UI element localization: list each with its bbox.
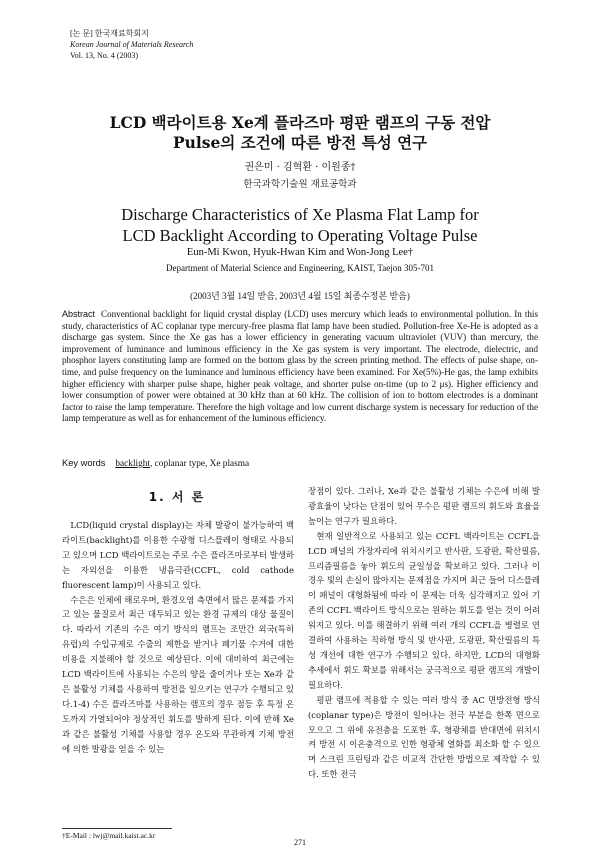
paragraph: 평판 램프에 적용할 수 있는 여러 방식 중 AC 면방전형 방식(coplanar type)은 방전이 일어나는 전극 부분을 한쪽 면으로 모으고 그 위에 유전층을 도포한 후, 형광체를 반대면에 위치시켜 방전 시 이온충격으로 인한 형광체 열화를 최소화 할 수 있으며 스크린 프린팅과 같은 비교적 간단한 방법으로 제작할 수 있다. 또한 전극 [308,694,540,780]
keyword-backlight: backlight [115,459,151,469]
korean-title-line-1: LCD 백라이트용 Xe계 플라즈마 평판 램프의 구동 전압 [109,113,491,132]
korean-affiliation: 한국과학기술원 재료공학과 [243,179,357,190]
korean-title-line-2: Pulse의 조건에 따른 방전 특성 연구 [172,133,428,152]
english-title-line-2: LCD Backlight According to Operating Voltage Pulse [122,226,478,245]
abstract [62,309,538,425]
korean-authors: 권은미 · 김혁환 · 이원종† [244,162,356,173]
abstract-label: Abstract [62,309,96,319]
journal-header [70,28,193,61]
page-number: 271 [294,838,306,847]
keywords-rest: , coplanar type, Xe plasma [150,459,250,469]
left-column [62,518,294,757]
abstract-text: Conventional backlight for liquid crystal display (LCD) uses mercury which leads to environmental pollution. In this study, characteristics of AC coplanar type mercury-free plasma flat lamp have been studied. Pollution-free Xe-He is adopted as a discharge gas system. Since the Xe gas has a lower efficiency in generating vacuum ultraviolet (VUV) than mercury, the improvement of luminance and luminous efficiency in the Xe gas system is very important. The electrode, dielectric, and phosphor layers constituting lamp are formed on the bottom glass by the screen printing method. The effects of pulse shape, on-time, and pulse frequency on the luminance and luminous efficiency have been examined. For Xe(5%)-He gas, the lamp exhibits higher efficiency with sharper pulse shape, higher peak voltage, and shorter pulse on-time (up to 2 μs). Higher efficiency and lower consumption of power were obtained at 30 kHz than at 60 kHz. The collision of ion to bottom electrodes is a dominant factor to raise the lamp temperature. Therefore the high voltage and low current discharge system is necessary for reduction of the lamp temperature as well as for enhancement of the luminous efficiency. [62,309,538,424]
journal-name-en: Korean Journal of Materials Research [70,40,194,49]
korean-title [60,113,540,153]
footnote-rule [62,828,172,829]
footnote-email: †E-Mail : lwj@mail.kaist.ac.kr [62,831,156,840]
right-column [308,484,540,782]
journal-volume: Vol. 13, No. 4 (2003) [70,51,139,60]
paragraph: 수은은 인체에 해로우며, 환경오염 측면에서 많은 문제를 가지고 있는 물질로서 최근 대두되고 있는 환경 규제의 대상 물질이다. 따라서 기존의 수은 여기 방식의 램프는 조만간 외국(특히 유럽)의 수입규제로 수출의 제한을 받거나 폐기물 수거에 대한 비용을 지불해야 할 것으로 예상된다. 이에 대비하여 최근에는 LCD 백라이트에 사용되는 수은의 양을 줄이거나 또는 Xe과 같은 불활성 기체를 사용하여 방전을 일으키는 연구가 수행되고 있다.1-4) 수은 플라즈마를 사용하는 램프의 경우 점등 후 특정 온도까지 가열되어야 정상적인 휘도를 발하게 된다. 이에 반해 Xe과 같은 불활성 기체를 사용할 경우 온도와 무관하게 기체 방전에 의한 발광을 얻을 수 있는 [62,594,294,754]
received-dates: (2003년 3월 14일 받음, 2003년 4월 15일 최종수정본 받음) [190,291,410,301]
english-title-line-1: Discharge Characteristics of Xe Plasma Flat Lamp for [121,205,479,224]
section-heading-introduction: 1. 서 론 [148,490,206,504]
keywords [62,458,249,469]
paragraph: LCD(liquid crystal display)는 자체 발광이 불가능하여 백라이트(backlight)를 이용한 수광형 디스플레이 형태로 사용되고 있으며 LCD 백라이트로는 주로 수은 플라즈마로부터 발생하는 자외선을 이용한 냉음극관(CCFL, cold cathode fluorescent lamp)이 사용되고 있다. [62,520,294,590]
paragraph: 장점이 있다. 그러나, Xe과 같은 불활성 기체는 수은에 비해 발광효율이 낮다는 단점이 있어 무수은 평판 램프의 휘도와 효율을 높이는 연구가 필요하다. [308,486,540,526]
journal-name-ko: [논 문] 한국재료학회지 [70,29,149,38]
keywords-label: Key words [62,458,106,468]
english-title [40,204,560,246]
english-authors: Eun-Mi Kwon, Hyuk-Hwan Kim and Won-Jong Lee† [186,247,414,258]
paragraph: 현재 일반적으로 사용되고 있는 CCFL 백라이트는 CCFL을 LCD 패널의 가장자리에 위치시키고 반사판, 도광판, 확산필름, 프리즘필름을 놓아 휘도의 균일성을 확보하고 있다. 그러나 이 경우 빛의 손실이 많아지는 문제점을 가지며 최근 들어 디스플레이 패널이 대형화됨에 따라 이 문제는 더욱 심각해지고 있어 기존의 CCFL 백라이트 방식으로는 원하는 휘도를 얻는 것이 어려워지고 있다. 이를 해결하기 위해 여러 개의 CCFL을 병렬로 연결하여 사용하는 직하형 방식 및 반사판, 도광판, 확산필름의 특성 개선에 대한 연구가 수행되고 있다. 하지만, LCD의 대형화 추세에서 휘도 확보를 위해서는 궁극적으로 평판 램프의 개발이 필요하다. [308,530,540,690]
english-affiliation: Department of Material Science and Engineering, KAIST, Taejon 305-701 [166,263,434,273]
